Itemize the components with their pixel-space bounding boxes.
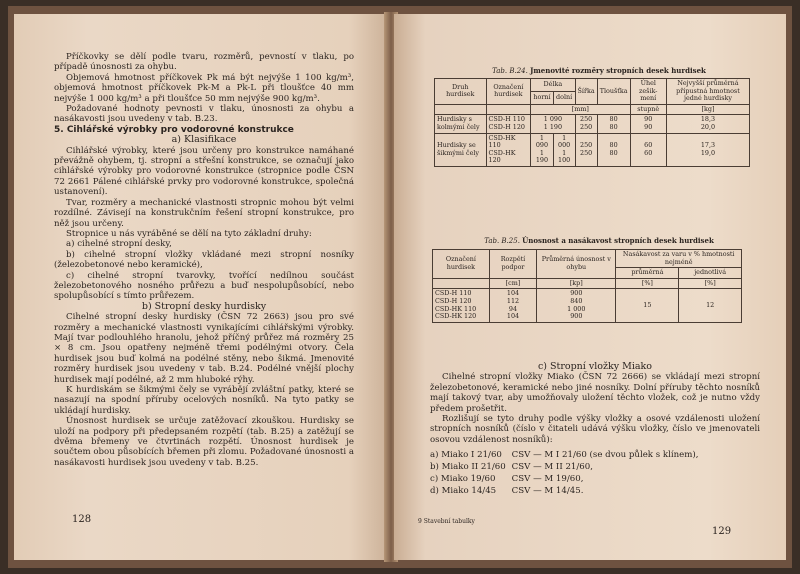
paragraph: Únosnost hurdisek se určuje zatěžovací zkouškou. Hurdisky se uloží na podpory při předepsaném rozpětí (tab. B.25) a zatěžují se dvěma břemeny ve čtvrtinách rozpětí. Únosnost hurdisek je součtem obou působících břemen při zlomu. Požadované únosnosti a nasákavosti hurdisek jsou uvedeny v tab. B.25. bbox=[54, 416, 354, 468]
table-cell: CSD-H 110 CSD-H 120 bbox=[486, 115, 531, 133]
table-cell: CSD-HK 110 CSD-HK 120 bbox=[486, 133, 531, 166]
unit-cell bbox=[435, 104, 487, 115]
table-cell: 60 60 bbox=[630, 133, 666, 166]
unit-cell: [mm] bbox=[531, 104, 630, 115]
table-b24 bbox=[434, 78, 750, 167]
table-cell: CSD-H 110 CSD-H 120 CSD-HK 110 CSD-HK 120 bbox=[433, 289, 490, 322]
paragraph: Tvar, rozměry a mechanické vlastnosti stropnic mohou být velmi rozdílné. Závisejí na konstrukčním řešení stropní konstrukce, pro něž jsou určeny. bbox=[54, 197, 354, 229]
header-cell: Úhel zešik-mení bbox=[630, 79, 666, 105]
table-cell: 18,3 20,0 bbox=[666, 115, 749, 133]
unit-cell: [kg] bbox=[666, 104, 749, 115]
caption-text: Jmenovité rozměry stropních desek hurdisek bbox=[530, 66, 706, 75]
unit-cell bbox=[486, 104, 531, 115]
list-left: a) Miako I 21/60 bbox=[430, 450, 502, 461]
table-cell: 1 090 1 190 bbox=[531, 115, 575, 133]
paragraph: Cihlářské výrobky, které jsou určeny pro konstrukce namáhané převážně ohybem, tj. stropní a střešní konstrukce, se označují jako cihlářské výrobky pro vodorovné konstrukce (stropnice podle ČSN 72 2661 Pálené cihlářské prvky pro vodorovné konstrukce, společná ustanovení). bbox=[54, 145, 354, 198]
list-item: b) cihelné stropní vložky vkládané mezi stropní nosníky (železobetonové nebo keramické), bbox=[54, 249, 354, 271]
table-cell: Hurdisky s kolmými čely bbox=[435, 115, 487, 133]
table-row bbox=[435, 115, 750, 133]
right-page bbox=[394, 14, 786, 560]
list-right: CSV — M II 21/60, bbox=[511, 462, 593, 473]
miako-list bbox=[430, 449, 704, 497]
subheading: a) Klasifikace bbox=[171, 134, 237, 146]
table-cell: 90 90 bbox=[630, 115, 666, 133]
table-cell: 80 80 bbox=[597, 115, 630, 133]
paragraph: Cihelné stropní vložky Miako (ČSN 72 2666) se vkládají mezi stropní železobetonové, keramické nebo jiné nosníky. Dolní příruby těchto nosníků mají takový tvar, aby umožňovaly uložení těchto vložek, což je nutno vždy předem prošetřit. bbox=[430, 372, 760, 414]
paragraph: K hurdiskám se šikmými čely se vyrábějí zvláštní patky, které se nasazují na spodní příruby ocelových nosníků. Na tyto patky se ukládají hurdisky. bbox=[54, 385, 354, 416]
paragraph: Stropnice u nás vyráběné se dělí na tyto základní druhy: bbox=[66, 228, 312, 239]
list-left: d) Miako 14/45 bbox=[430, 486, 497, 497]
list-left: c) Miako 19/60 bbox=[430, 474, 496, 485]
header-cell: Označení hurdisek bbox=[486, 79, 531, 105]
left-page bbox=[14, 14, 386, 560]
list-left: b) Miako II 21/60 bbox=[430, 462, 506, 473]
open-book bbox=[8, 6, 792, 568]
footer-note: 9 Stavební tabulky bbox=[418, 518, 475, 525]
table-row bbox=[433, 289, 742, 322]
table-cell: 12 bbox=[679, 289, 742, 322]
caption-text: Únosnost a nasákavost stropních desek hurdisek bbox=[522, 236, 714, 245]
caption-label: Tab. B.25. bbox=[484, 237, 520, 245]
right-text-block bbox=[430, 362, 760, 497]
header-cell: Šířka bbox=[575, 79, 597, 105]
header-cell: průměrná bbox=[616, 268, 679, 279]
list-item: a) cihelné stropní desky, bbox=[66, 239, 172, 250]
paragraph: Požadované hodnoty pevnosti v tlaku, únosnosti za ohybu a nasákavosti jsou uvedeny v tab. B.23. bbox=[54, 104, 354, 125]
table-cell: 15 bbox=[616, 289, 679, 322]
section-heading: 5. Cihlářské výrobky pro vodorovné konstrukce bbox=[54, 124, 294, 135]
subheading: c) Stropní vložky Miako bbox=[537, 361, 653, 372]
caption-label: Tab. B.24. bbox=[492, 67, 528, 75]
paragraph: Cihelné stropní desky hurdisky (ČSN 72 2663) jsou pro své rozměry a mechanické vlastnosti vynikajícími cihlářskými výrobky. Mají tvar podlouhlého hranolu, jehož příčný průřez má rozměry 25 × 8 cm. Jsou opatřeny nejméně třemi podélnými otvory. Čela hurdisek jsou buď kolmá na podélné stěny, nebo šikmá. Jmenovité rozměry hurdisek jsou uvedeny v tab. B.24. Podélné vnější plochy hurdisek mají podélné, až 2 mm hluboké rýhy. bbox=[54, 312, 354, 385]
list-item bbox=[430, 461, 704, 473]
paragraph: Rozlišují se tyto druhy podle výšky vložky a osové vzdálenosti uložení stropních nosníků (číslo v čitateli udává výšku vložky, číslo ve jmenovateli osovou vzdálenost nosníků): bbox=[430, 414, 760, 445]
left-text-block bbox=[54, 52, 354, 468]
table-cell: 900 840 1 000 900 bbox=[537, 289, 616, 322]
header-cell: Nejvyšší průměrná přípustná hmotnost jedné hurdisky bbox=[666, 79, 749, 105]
list-right: CSV — M 14/45. bbox=[511, 486, 584, 497]
unit-cell: stupně bbox=[630, 104, 666, 115]
header-cell: Rozpětí podpor bbox=[489, 250, 536, 279]
list-right: CSV — M I 21/60 (se dvou půlek s klínem), bbox=[511, 450, 699, 461]
list-item bbox=[430, 473, 704, 485]
table-cell: 104 112 94 104 bbox=[489, 289, 536, 322]
header-cell: horní bbox=[531, 91, 554, 104]
table-cell: 250 250 bbox=[575, 115, 597, 133]
list-right: CSV — M 19/60, bbox=[511, 474, 584, 485]
unit-cell: [kp] bbox=[537, 278, 616, 289]
paragraph: Příčkovky se dělí podle tvaru, rozměrů, pevností v tlaku, po případě únosnosti za ohybu. bbox=[54, 52, 354, 73]
page-number: 129 bbox=[712, 526, 732, 537]
table-cell: 1 000 1 100 bbox=[553, 133, 575, 166]
table-cell: 80 80 bbox=[597, 133, 630, 166]
table-row bbox=[435, 133, 750, 166]
unit-cell bbox=[433, 278, 490, 289]
header-cell: Tloušťka bbox=[597, 79, 630, 105]
page-number: 128 bbox=[72, 514, 92, 525]
table-cell: 17,3 19,0 bbox=[666, 133, 749, 166]
paragraph: Objemová hmotnost příčkovek Pk má být nejvýše 1 100 kg/m³, objemová hmotnost příčkovek Pk-M a Pk-L při tloušťce 40 mm nejvýše 1 000 kg/m³ a při tloušťce 50 mm nejvýše 900 kg/m³. bbox=[54, 72, 354, 104]
header-cell: Druh hurdisek bbox=[435, 79, 487, 105]
header-cell: jednotlivá bbox=[679, 268, 742, 279]
header-cell: Označení hurdisek bbox=[433, 250, 490, 279]
unit-cell: [%] bbox=[679, 278, 742, 289]
table-caption bbox=[434, 66, 764, 75]
header-cell: Nasákavost za varu v % hmotnosti nejméně bbox=[616, 250, 742, 268]
list-item: c) cihelné stropní tvarovky, tvořící nedílnou součást železobetonového nosného průřezu a buď nespolupůsobící, nebo spolupůsobící s tímto průřezem. bbox=[54, 270, 354, 302]
header-cell: Délka bbox=[531, 79, 575, 92]
unit-cell: [%] bbox=[616, 278, 679, 289]
header-cell: dolní bbox=[553, 91, 575, 104]
header-cell: Průměrná únosnost v ohybu bbox=[537, 250, 616, 279]
subheading: b) Stropní desky hurdisky bbox=[141, 300, 267, 312]
table-caption bbox=[434, 236, 764, 245]
list-item bbox=[430, 449, 704, 461]
unit-cell: [cm] bbox=[489, 278, 536, 289]
table-b25 bbox=[432, 249, 742, 323]
table-cell: 1 090 1 190 bbox=[531, 133, 554, 166]
table-cell: 250 250 bbox=[575, 133, 597, 166]
list-item bbox=[430, 485, 704, 497]
table-cell: Hurdisky se šikmými čely bbox=[435, 133, 487, 166]
